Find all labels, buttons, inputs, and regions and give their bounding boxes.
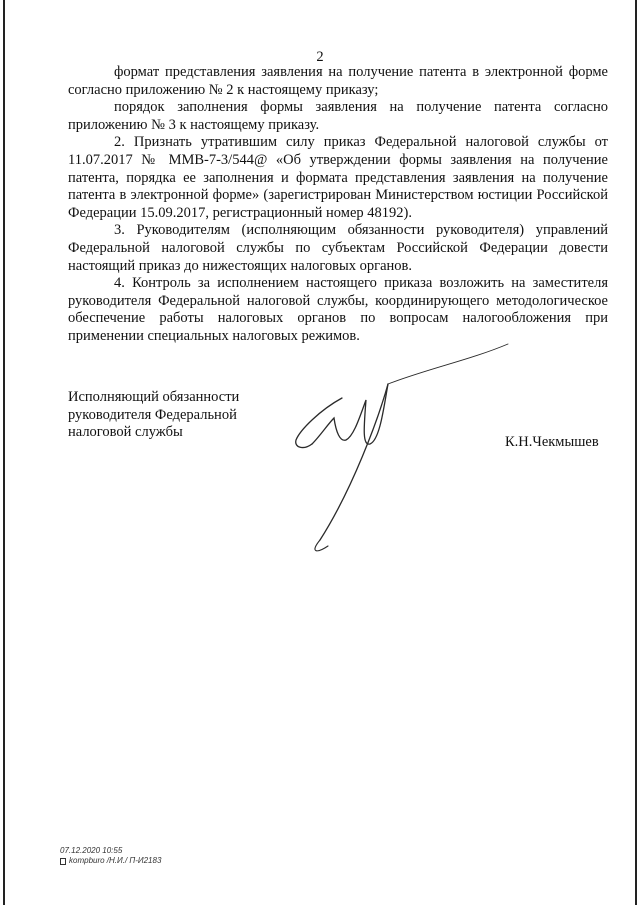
signer-title-line: Исполняющий обязанности — [68, 389, 240, 405]
document-icon — [60, 858, 66, 865]
signer-title-line: руководителя Федеральной — [68, 406, 237, 423]
paragraph-distribution: 3. Руководителям (исполняющим обязанности руководителя) управлений Федеральной налоговой службы по субъектам Российской Федерации довести настоящий приказ до нижестоящих налоговых органов. — [68, 222, 608, 274]
footer-source: kompburo /Н.И./ П-И2183 — [69, 856, 162, 865]
page-number: 2 — [316, 49, 324, 65]
signer-name: К.Н.Чекмышев — [505, 434, 599, 450]
paragraph-procedure: порядок заполнения формы заявления на получение патента согласно приложению № 3 к настоящему приказу. — [68, 99, 608, 133]
print-footer — [60, 846, 161, 866]
footer-timestamp: 07.12.2020 10:55 — [60, 846, 123, 855]
signer-title — [68, 389, 268, 442]
paragraph-control: 4. Контроль за исполнением настоящего приказа возложить на заместителя руководителя Федеральной налоговой службы, координирующего методологическое обеспечение работы налоговых органов по вопросам налогообложения при применении специальных налоговых режимов. — [68, 275, 608, 344]
paragraph-format: формат представления заявления на получение патента в электронной форме согласно приложению № 2 к настоящему приказу; — [68, 64, 608, 98]
footer-source-line — [60, 856, 161, 866]
paragraph-repeal: 2. Признать утратившим силу приказ Федеральной налоговой службы от 11.07.2017 № ММВ-7-3/544@ «Об утверждении формы заявления на получение патента, порядка ее заполнения и формата представления заявления на получение патента в электронной форме» (зарегистрирован Министерством юстиции Российской Федерации 15.09.2017, регистрационный номер 48192). — [68, 134, 608, 221]
scan-right-edge — [635, 0, 637, 905]
document-body — [68, 64, 608, 346]
handwritten-signature — [280, 340, 520, 570]
scan-left-edge — [3, 0, 5, 905]
signer-title-line: налоговой службы — [68, 424, 183, 441]
